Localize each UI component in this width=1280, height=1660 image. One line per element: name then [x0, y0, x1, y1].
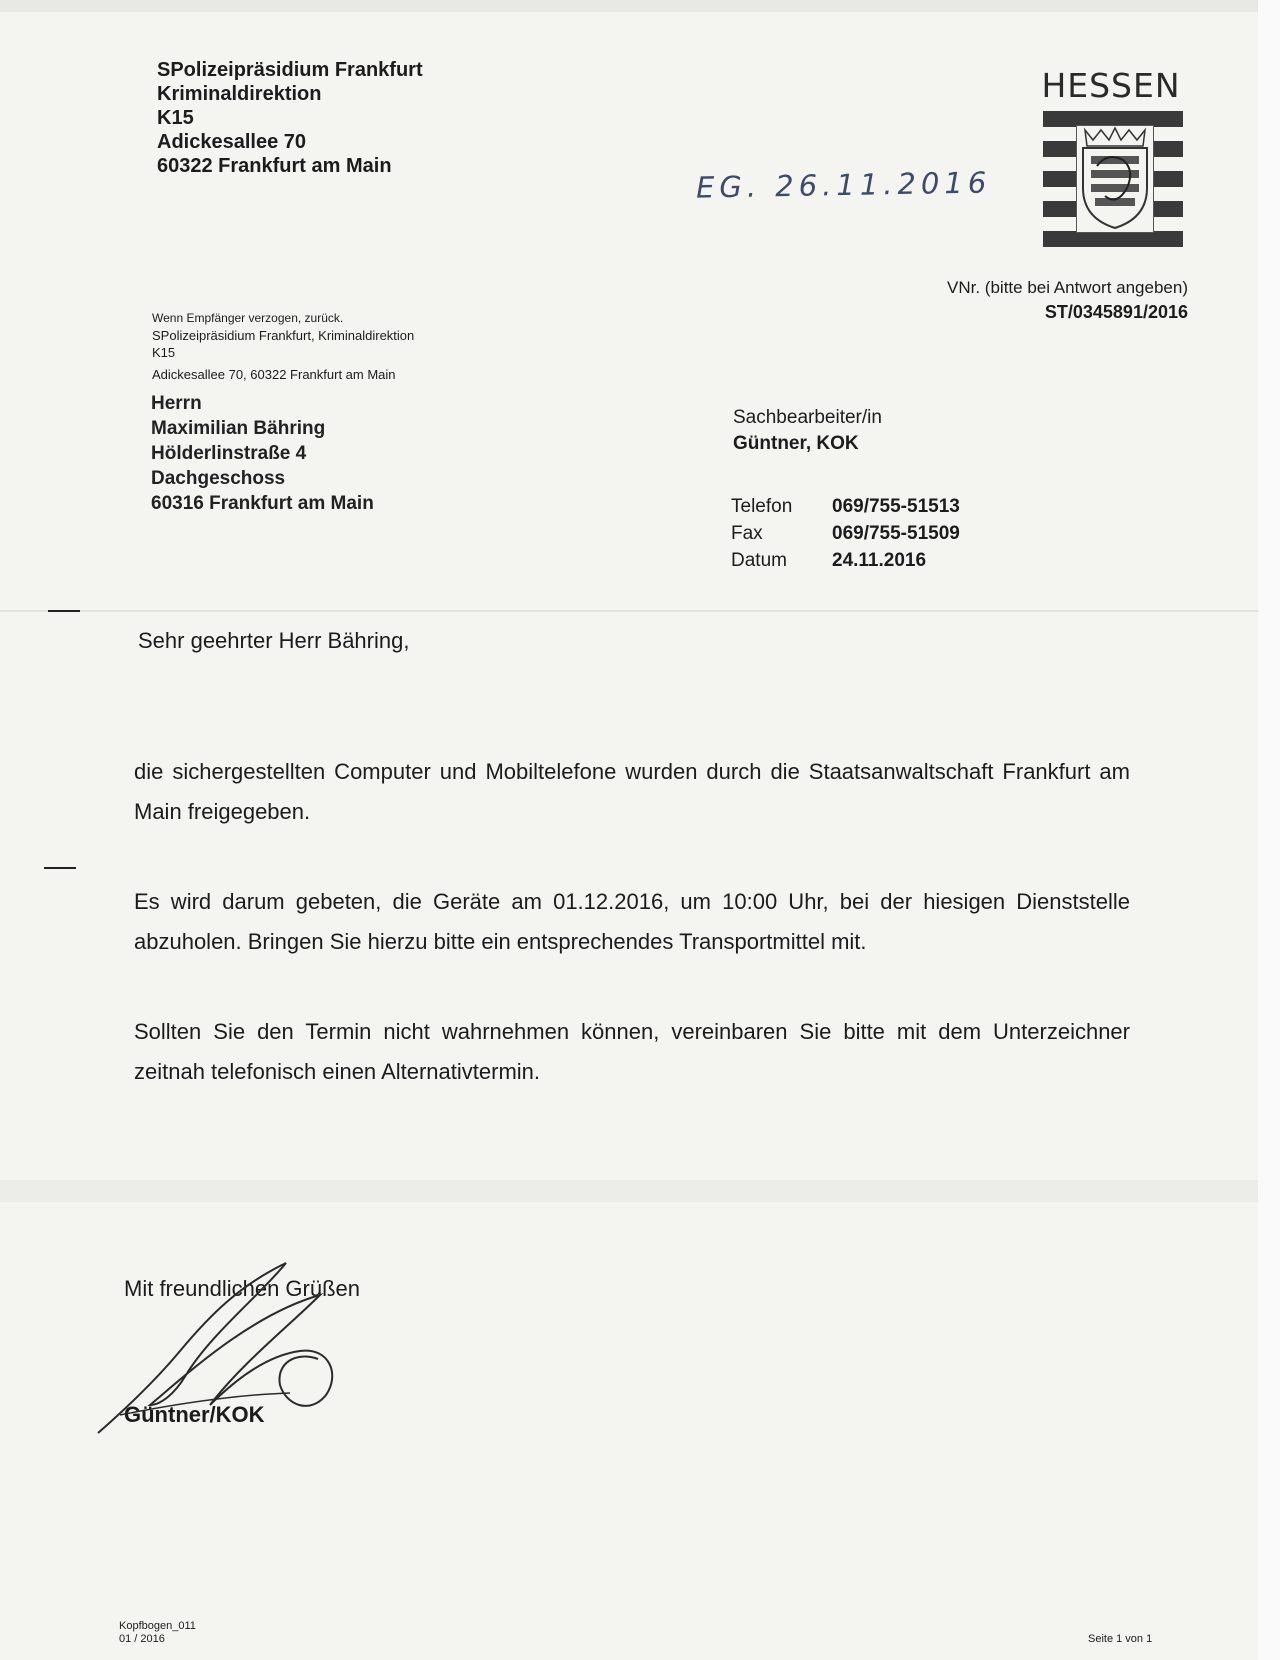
fold-line-upper — [0, 610, 1280, 612]
sender-line: Adickesallee 70 — [157, 131, 306, 153]
sender-line: SPolizeipräsidium Frankfurt — [157, 59, 423, 81]
contact-row-fax — [731, 520, 960, 547]
fold-line-lower — [0, 1180, 1280, 1202]
fax-number: 069/755-51509 — [832, 523, 960, 544]
clerk-block — [733, 405, 882, 457]
form-version: 01 / 2016 — [119, 1633, 165, 1645]
sender-line: 60322 Frankfurt am Main — [157, 155, 392, 177]
paper-edge — [1258, 0, 1280, 1660]
body-paragraph: die sichergestellten Computer und Mobiltelefone wurden durch die Staatsanwaltschaft Frankfurt am Main freigegeben. — [134, 759, 1130, 824]
sender-line: Kriminaldirektion — [157, 83, 322, 105]
return-line: Wenn Empfänger verzogen, zurück. — [152, 311, 344, 325]
clerk-label: Sachbearbeiter/in — [733, 407, 882, 428]
recipient-name: Maximilian Bähring — [151, 418, 326, 439]
recipient-street: Hölderlinstraße 4 — [151, 443, 307, 464]
form-id: Kopfbogen_011 — [119, 1620, 196, 1632]
phone-label: Telefon — [731, 496, 793, 517]
recipient-floor: Dachgeschoss — [151, 468, 286, 489]
letter-date: 24.11.2016 — [832, 550, 927, 571]
top-shadow — [0, 0, 1280, 12]
handwritten-receipt-note: EG. 26.11.2016 — [695, 165, 992, 205]
signer-name: Güntner/KOK — [124, 1402, 265, 1427]
body-paragraph: Es wird darum gebeten, die Geräte am 01.12.2016, um 10:00 Uhr, bei der hiesigen Dienststelle abzuholen. Bringen Sie hierzu bitte ein entsprechendes Transportmittel mit. — [134, 889, 1130, 954]
return-address — [152, 311, 414, 382]
body-paragraph: Sollten Sie den Termin nicht wahrnehmen können, vereinbaren Sie bitte mit dem Unterzeichner zeitnah telefonisch einen Alternativtermin. — [134, 1019, 1130, 1084]
handwritten-signature-icon — [90, 1255, 430, 1445]
form-identifier — [119, 1620, 196, 1646]
return-line: Adickesallee 70, 60322 Frankfurt am Main — [152, 367, 396, 382]
clerk-name: Güntner, KOK — [733, 433, 859, 454]
logo-title: HESSEN — [1041, 66, 1181, 105]
sender-line: K15 — [157, 107, 194, 129]
page-number: Seite 1 von 1 — [1088, 1633, 1153, 1645]
fax-label: Fax — [731, 523, 763, 544]
contact-block — [731, 493, 960, 574]
coat-of-arms-icon — [1076, 125, 1154, 233]
return-line: K15 — [152, 345, 176, 360]
date-label: Datum — [731, 550, 787, 571]
contact-row-date — [731, 547, 960, 574]
return-line: SPolizeipräsidium Frankfurt, Kriminaldirektion — [152, 328, 415, 343]
punch-mark — [44, 867, 76, 869]
fold-mark-top — [48, 610, 80, 612]
closing-greeting: Mit freundlichen Grüßen — [124, 1276, 360, 1301]
reference-label: VNr. (bitte bei Antwort angeben) — [947, 278, 1188, 297]
letter-salutation: Sehr geehrter Herr Bähring, — [138, 628, 410, 653]
recipient-city: 60316 Frankfurt am Main — [151, 493, 374, 514]
hessen-logo — [1043, 66, 1183, 249]
reference-block — [947, 276, 1188, 324]
sender-address — [157, 58, 423, 178]
phone-number: 069/755-51513 — [832, 496, 960, 517]
recipient-address — [151, 391, 374, 516]
recipient-salutation: Herrn — [151, 393, 202, 414]
logo-stripes — [1043, 111, 1183, 249]
contact-row-phone — [731, 493, 960, 520]
reference-number: ST/0345891/2016 — [1044, 302, 1188, 322]
